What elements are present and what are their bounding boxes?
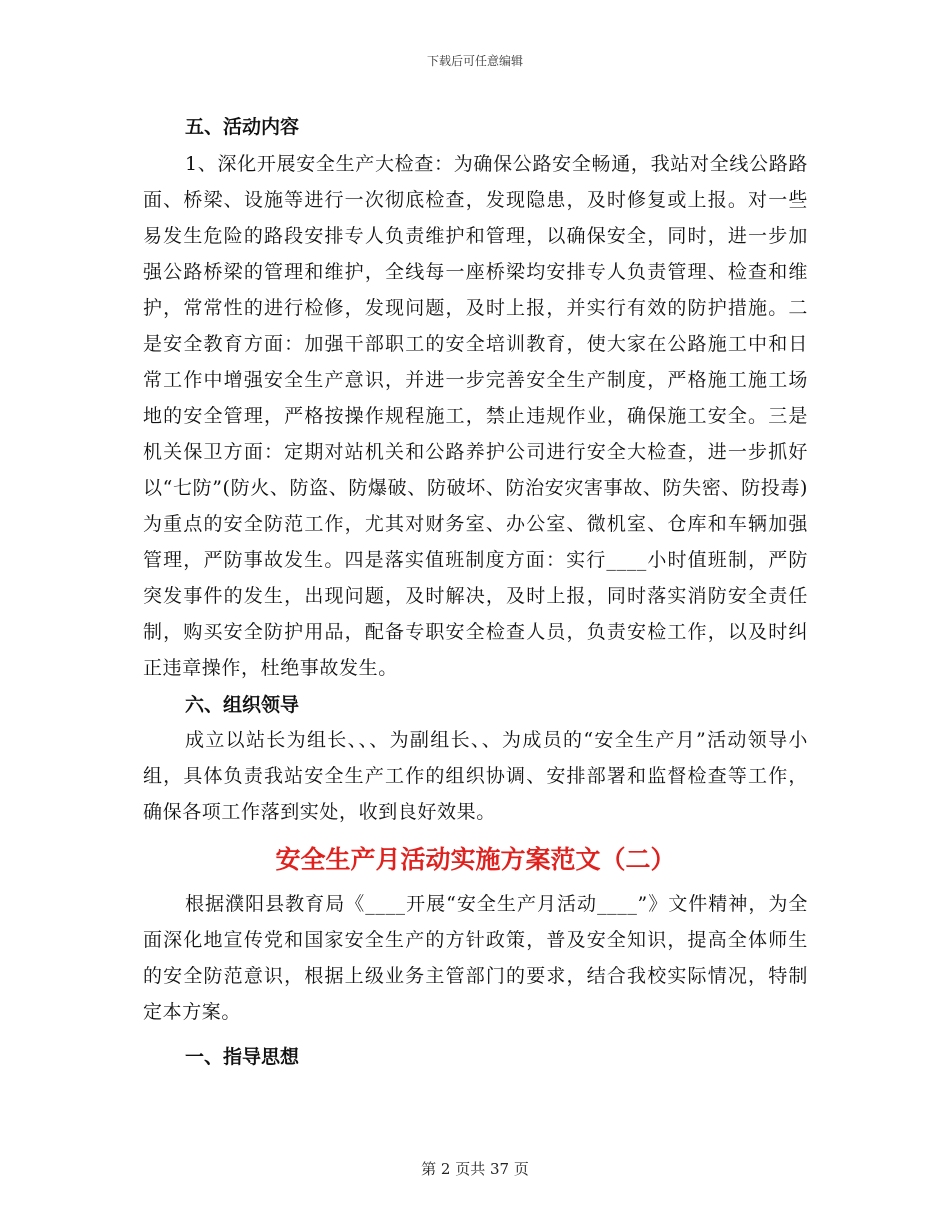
page-footer: 第 2 页共 37 页 bbox=[421, 1160, 529, 1178]
document-2-title: 安全生产月活动实施方案范文（二） bbox=[275, 845, 676, 874]
section-5-paragraph: 1、深化开展安全生产大检查：为确保公路安全畅通，我站对全线公路路面、桥梁、设施等进行一次彻底检查，发现隐患，及时修复或上报。对一些易发生危险的路段安排专人负责维护和管理，以确保安全，同时，进一步加强公路桥梁的管理和维护，全线每一座桥梁均安排专人负责管理、检查和维护，常常性的进行检修，发现问题，及时上报，并实行有效的防护措施。二是安全教育方面：加强干部职工的安全培训教育，使大家在公路施工中和日常工作中增强安全生产意识，并进一步完善安全生产制度，严格施工施工场地的安全管理，严格按操作规程施工，禁止违规作业，确保施工安全。三是机关保卫方面：定期对站机关和公路养护公司进行安全大检查，进一步抓好以“七防”(防火、防盗、防爆破、防破坏、防治安灾害事故、防失密、防投毒)为重点的安全防范工作，尤其对财务室、办公室、微机室、仓库和车辆加强管理，严防事故发生。四是落实值班制度方面：实行____小时值班制，严防突发事件的发生，出现问题，及时解决，及时上报，同时落实消防安全责任制，购买安全防护用品，配备专职安全检查人员，负责安检工作，以及时纠正违章操作，杜绝事故发生。 bbox=[143, 153, 808, 679]
section-6-paragraph: 成立以站长为组长、、、为副组长、、为成员的“安全生产月”活动领导小组，具体负责我站安全生产工作的组织协调、安排部署和监督检查等工作，确保各项工作落到实处，收到良好效果。 bbox=[143, 729, 808, 823]
guiding-ideology-heading: 一、指导思想 bbox=[185, 1046, 300, 1068]
document-body bbox=[143, 112, 808, 1072]
document-2-intro: 根据濮阳县教育局《____开展“安全生产月活动____”》文件精神，为全面深化地宣传党和国家安全生产的方针政策，普及安全知识，提高全体师生的安全防范意识，根据上级业务主管部门的要求，结合我校实际情况，特制定本方案。 bbox=[143, 893, 808, 1023]
section-5-heading: 五、活动内容 bbox=[185, 116, 300, 138]
page-header: 下载后可任意编辑 bbox=[426, 54, 523, 68]
section-6-heading: 六、组织领导 bbox=[185, 694, 300, 716]
